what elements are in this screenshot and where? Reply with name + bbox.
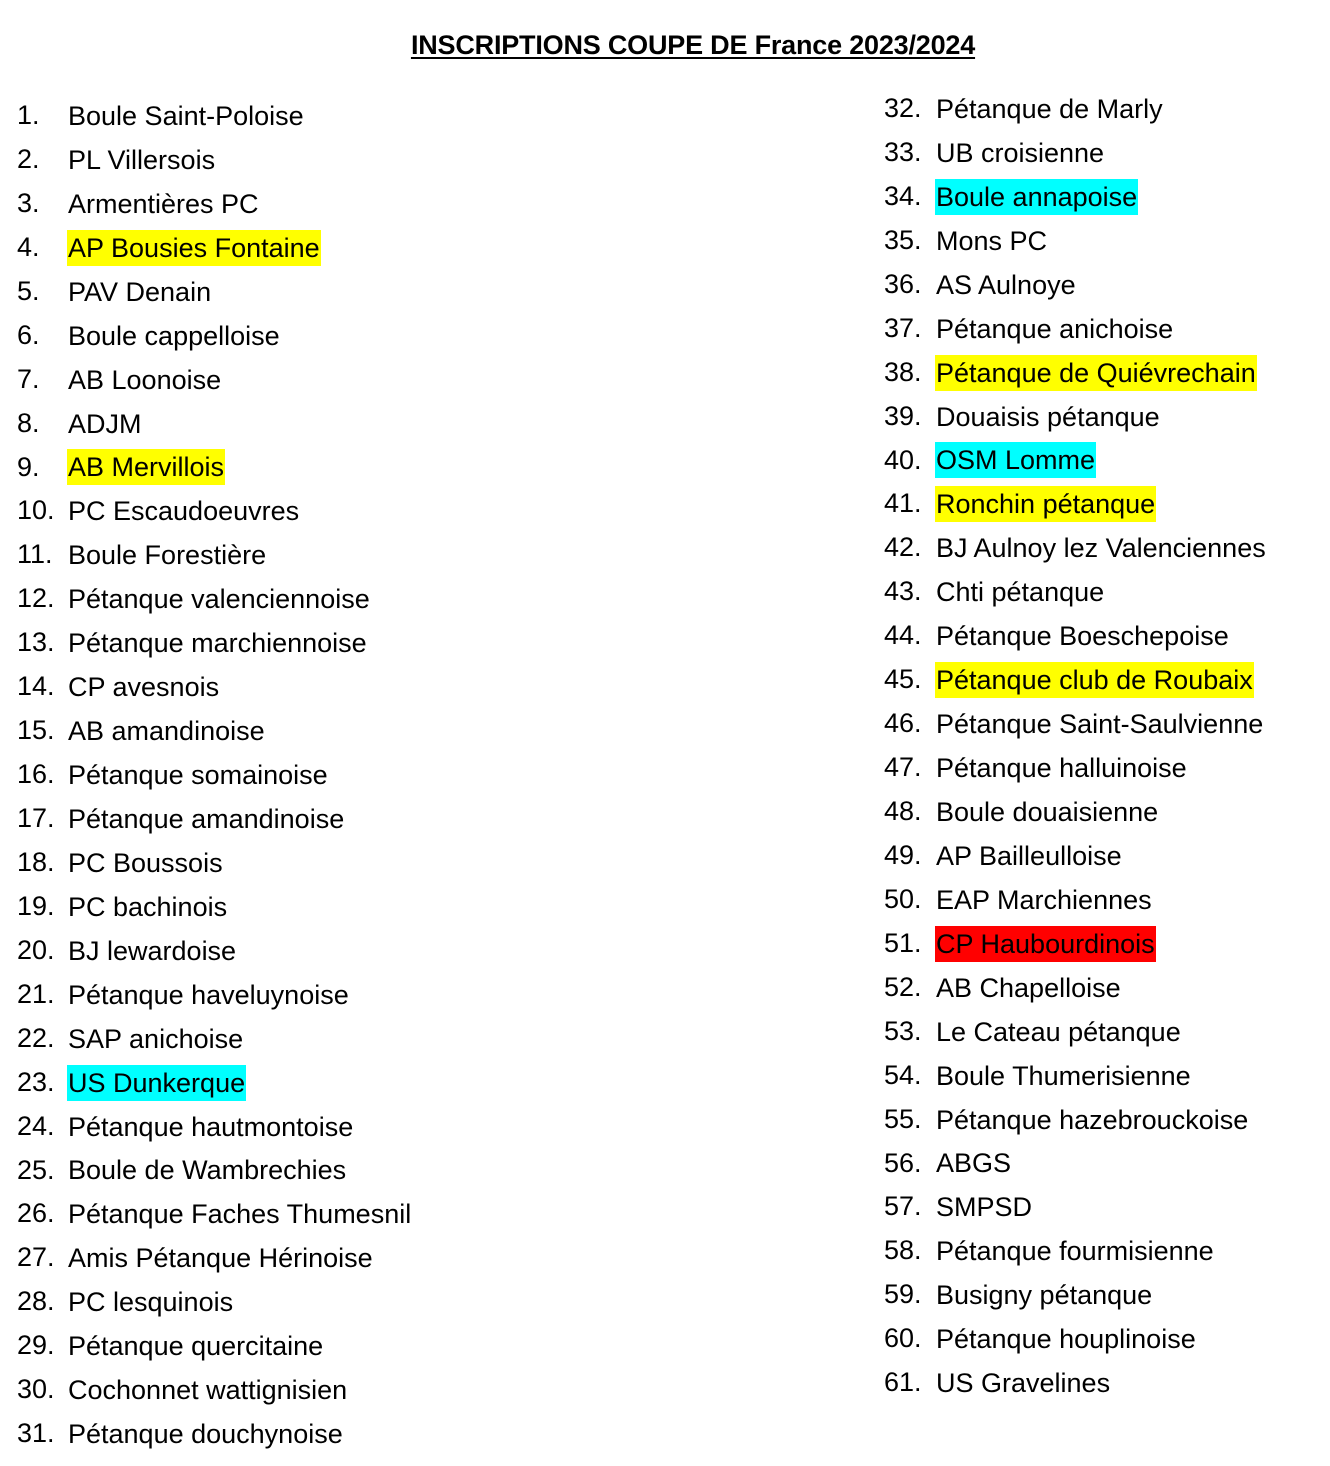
list-item: [884, 878, 1267, 922]
list-item: [884, 1185, 1267, 1229]
club-name: Busigny pétanque: [936, 1280, 1153, 1311]
list-item: [17, 1280, 412, 1324]
list-item: [17, 709, 412, 753]
club-name-highlighted: AP Bousies Fontaine: [67, 230, 321, 266]
list-item: [884, 1098, 1267, 1142]
item-number: 55.: [884, 1103, 922, 1134]
item-number: 44.: [884, 620, 922, 651]
club-name: Cochonnet wattignisien: [68, 1375, 348, 1406]
club-name: EAP Marchiennes: [936, 884, 1152, 915]
club-name: Pétanque hautmontoise: [68, 1111, 354, 1142]
club-name: PL Villersois: [68, 144, 216, 175]
item-number: 30.: [17, 1374, 55, 1405]
list-item: [884, 570, 1267, 614]
item-number: 35.: [884, 224, 922, 255]
item-number: 42.: [884, 532, 922, 563]
item-number: 46.: [884, 708, 922, 739]
list-item: [884, 482, 1267, 526]
list-item: [17, 533, 412, 577]
list-item: [884, 395, 1267, 439]
list-item: [884, 1317, 1267, 1361]
club-name: Boule de Wambrechies: [68, 1155, 347, 1186]
item-number: 2.: [17, 143, 40, 174]
club-name: Pétanque somainoise: [68, 760, 328, 791]
list-item: [884, 702, 1267, 746]
item-number: 1.: [17, 100, 40, 130]
club-name: UB croisienne: [936, 137, 1105, 168]
list-item: [17, 577, 412, 621]
right-registration-list: [884, 87, 1267, 1405]
list-item: [17, 182, 412, 226]
item-number: 13.: [17, 627, 55, 658]
item-number: 38.: [884, 356, 922, 387]
list-item: [884, 526, 1267, 570]
list-item: [17, 665, 412, 709]
list-item: [884, 175, 1267, 219]
club-name: AB Chapelloise: [936, 972, 1121, 1003]
club-name: Pétanque anichoise: [936, 313, 1174, 344]
list-item: [17, 1105, 412, 1149]
list-item: [884, 746, 1267, 790]
list-item: [884, 87, 1267, 131]
item-number: 60.: [884, 1323, 922, 1354]
list-item: [884, 614, 1267, 658]
club-name: AS Aulnoye: [936, 269, 1076, 300]
club-name: ABGS: [936, 1148, 1012, 1179]
item-number: 57.: [884, 1191, 922, 1222]
list-item: [884, 307, 1267, 351]
item-number: 27.: [17, 1242, 55, 1273]
list-item: [17, 314, 412, 358]
item-number: 41.: [884, 488, 922, 519]
club-name-highlighted: Pétanque club de Roubaix: [935, 662, 1254, 698]
list-item: [17, 973, 412, 1017]
list-item: [884, 1361, 1267, 1405]
list-item: [884, 790, 1267, 834]
club-name: AB Loonoise: [68, 364, 222, 395]
item-number: 32.: [884, 93, 922, 123]
item-number: 24.: [17, 1110, 55, 1141]
club-name: Pétanque haveluynoise: [68, 979, 349, 1010]
club-name: Pétanque halluinoise: [936, 753, 1187, 784]
item-number: 16.: [17, 759, 55, 790]
list-item: [17, 1192, 412, 1236]
item-number: 34.: [884, 180, 922, 211]
club-name: Mons PC: [936, 225, 1048, 256]
item-number: 59.: [884, 1279, 922, 1310]
list-item: [17, 270, 412, 314]
club-name-highlighted: US Dunkerque: [67, 1065, 246, 1101]
list-item: [17, 226, 412, 270]
list-item: [17, 1412, 412, 1456]
item-number: 31.: [17, 1418, 55, 1449]
list-item: [884, 219, 1267, 263]
club-name: Boule Thumerisienne: [936, 1060, 1191, 1091]
club-name: Boule Forestière: [68, 540, 267, 571]
club-name: Chti pétanque: [936, 577, 1105, 608]
list-item: [17, 621, 412, 665]
item-number: 49.: [884, 839, 922, 870]
club-name-highlighted: CP Haubourdinois: [935, 926, 1156, 962]
club-name: Pétanque douchynoise: [68, 1419, 343, 1450]
item-number: 7.: [17, 363, 40, 394]
left-registration-list: [17, 94, 412, 1456]
club-name: Pétanque valenciennoise: [68, 584, 370, 615]
club-name-highlighted: OSM Lomme: [935, 442, 1096, 478]
item-number: 51.: [884, 927, 922, 958]
list-item: [17, 358, 412, 402]
item-number: 43.: [884, 576, 922, 607]
list-item: [17, 885, 412, 929]
list-item: [17, 446, 412, 490]
list-item: [17, 94, 412, 138]
list-item: [884, 1273, 1267, 1317]
club-name: SAP anichoise: [68, 1023, 244, 1054]
club-name: Pétanque Saint-Saulvienne: [936, 709, 1264, 740]
item-number: 56.: [884, 1147, 922, 1178]
item-number: 37.: [884, 312, 922, 343]
club-name: PC bachinois: [68, 891, 228, 922]
list-item: [884, 834, 1267, 878]
club-name: Boule douaisienne: [936, 796, 1159, 827]
club-name: BJ Aulnoy lez Valenciennes: [936, 533, 1266, 564]
list-item: [17, 402, 412, 446]
item-number: 21.: [17, 978, 55, 1009]
club-name: AB amandinoise: [68, 716, 265, 747]
item-number: 45.: [884, 664, 922, 695]
item-number: 58.: [884, 1235, 922, 1266]
list-item: [17, 1017, 412, 1061]
item-number: 10.: [17, 495, 55, 526]
item-number: 33.: [884, 136, 922, 167]
club-name: SMPSD: [936, 1192, 1033, 1223]
list-item: [884, 1054, 1267, 1098]
club-name-highlighted: Boule annapoise: [935, 179, 1138, 215]
list-item: [884, 1010, 1267, 1054]
list-item: [884, 1142, 1267, 1186]
item-number: 53.: [884, 1015, 922, 1046]
item-number: 14.: [17, 671, 55, 702]
item-number: 36.: [884, 268, 922, 299]
list-item: [17, 797, 412, 841]
item-number: 17.: [17, 803, 55, 833]
item-number: 19.: [17, 890, 55, 921]
club-name: PAV Denain: [68, 276, 212, 307]
club-name: Pétanque amandinoise: [68, 803, 345, 834]
club-name: PC Boussois: [68, 847, 223, 878]
item-number: 8.: [17, 407, 40, 438]
list-item: [17, 1061, 412, 1105]
club-name: BJ lewardoise: [68, 935, 237, 966]
item-number: 6.: [17, 319, 40, 350]
club-name: ADJM: [68, 408, 142, 439]
club-name: AP Bailleulloise: [936, 840, 1122, 871]
item-number: 3.: [17, 187, 40, 218]
club-name: Pétanque quercitaine: [68, 1331, 324, 1362]
club-name-highlighted: Ronchin pétanque: [935, 486, 1156, 522]
item-number: 25.: [17, 1154, 55, 1185]
club-name: Boule cappelloise: [68, 320, 280, 351]
list-item: [884, 658, 1267, 702]
list-item: [17, 1149, 412, 1193]
item-number: 20.: [17, 934, 55, 965]
club-name: Douaisis pétanque: [936, 401, 1160, 432]
list-item: [17, 841, 412, 885]
item-number: 9.: [17, 451, 40, 482]
item-number: 29.: [17, 1330, 55, 1361]
club-name: PC Escaudoeuvres: [68, 496, 300, 527]
list-item: [884, 1229, 1267, 1273]
list-item: [884, 966, 1267, 1010]
item-number: 5.: [17, 275, 40, 306]
club-name: Pétanque hazebrouckoise: [936, 1104, 1249, 1135]
club-name-highlighted: AB Mervillois: [67, 449, 225, 485]
club-name: PC lesquinois: [68, 1287, 234, 1318]
list-item: [17, 1236, 412, 1280]
item-number: 4.: [17, 231, 40, 262]
list-item: [17, 929, 412, 973]
item-number: 39.: [884, 400, 922, 431]
item-number: 18.: [17, 846, 55, 877]
club-name: Pétanque fourmisienne: [936, 1236, 1214, 1267]
item-number: 50.: [884, 883, 922, 914]
list-item: [884, 922, 1267, 966]
list-item: [884, 131, 1267, 175]
list-item: [884, 351, 1267, 395]
item-number: 52.: [884, 971, 922, 1002]
club-name: Pétanque houplinoise: [936, 1324, 1196, 1355]
item-number: 12.: [17, 583, 55, 614]
club-name: Amis Pétanque Hérinoise: [68, 1243, 373, 1274]
item-number: 40.: [884, 444, 922, 475]
item-number: 26.: [17, 1198, 55, 1229]
document-title: INSCRIPTIONS COUPE DE France 2023/2024: [410, 30, 976, 60]
list-item: [884, 439, 1267, 483]
club-name: Boule Saint-Poloise: [68, 100, 304, 131]
club-name: Armentières PC: [68, 188, 259, 219]
club-name: Pétanque Faches Thumesnil: [68, 1199, 412, 1230]
club-name: Pétanque marchiennoise: [68, 628, 367, 659]
item-number: 54.: [884, 1059, 922, 1090]
item-number: 11.: [17, 539, 53, 570]
item-number: 48.: [884, 796, 922, 826]
list-item: [17, 753, 412, 797]
club-name: Pétanque Boeschepoise: [936, 621, 1229, 652]
club-name-highlighted: Pétanque de Quiévrechain: [935, 355, 1257, 391]
item-number: 23.: [17, 1066, 55, 1097]
list-item: [17, 1324, 412, 1368]
item-number: 22.: [17, 1022, 55, 1053]
list-item: [17, 138, 412, 182]
club-name: Pétanque de Marly: [936, 93, 1163, 124]
item-number: 61.: [884, 1367, 922, 1398]
item-number: 15.: [17, 715, 55, 746]
list-item: [17, 489, 412, 533]
club-name: CP avesnois: [68, 672, 220, 703]
item-number: 28.: [17, 1286, 55, 1317]
club-name: US Gravelines: [936, 1368, 1111, 1399]
club-name: Le Cateau pétanque: [936, 1016, 1181, 1047]
item-number: 47.: [884, 752, 922, 783]
list-item: [17, 1368, 412, 1412]
list-item: [884, 263, 1267, 307]
